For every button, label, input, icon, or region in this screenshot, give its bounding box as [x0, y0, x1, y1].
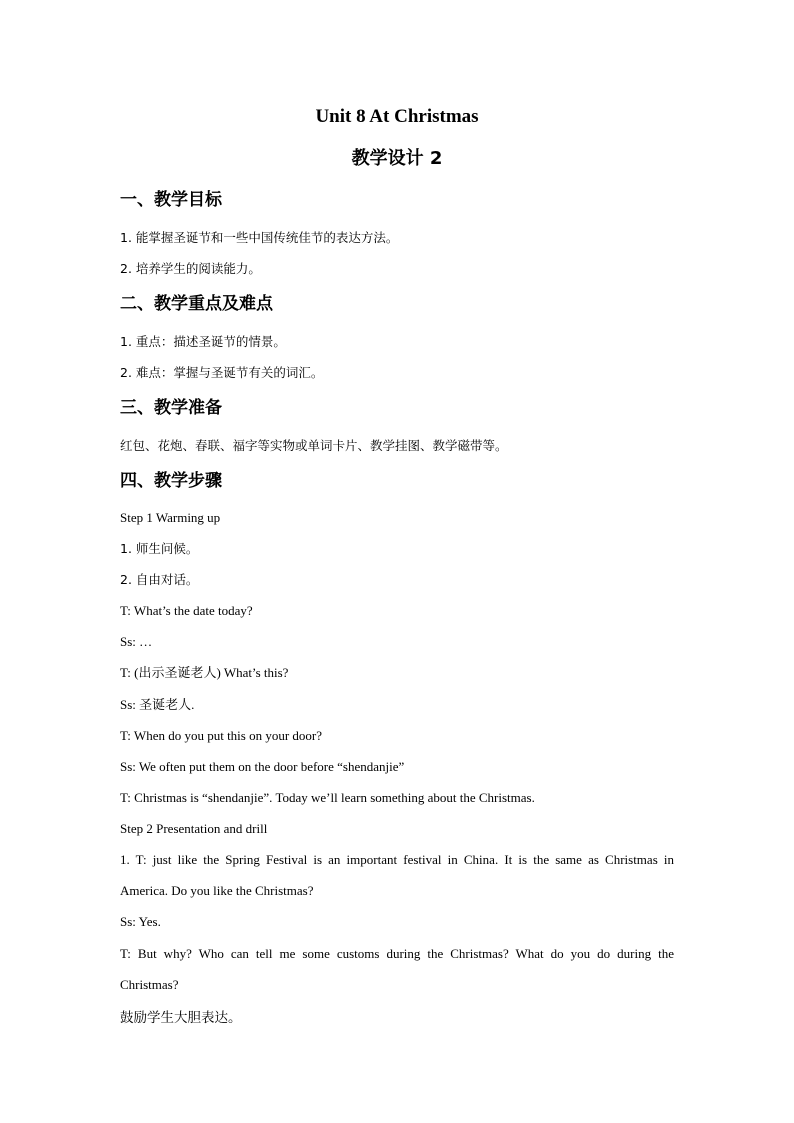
dialogue-line: Ss: … [120, 634, 153, 649]
dialogue-line: T: (出示圣诞老人) What’s this? [120, 665, 289, 680]
objective-item-2: 2. 培养学生的阅读能力。 [120, 261, 261, 276]
dialogue-line: America. Do you like the Christmas? [120, 883, 314, 898]
dialogue-line: 1. T: just like the Spring Festival is an important festival in China. It is the same as Christmas in [120, 852, 674, 867]
dialogue-line: T: But why? Who can tell me some customs during the Christmas? What do you do during the [120, 946, 674, 961]
objective-item-1: 1. 能掌握圣诞节和一些中国传统佳节的表达方法。 [120, 230, 399, 245]
dialogue-line: Ss: We often put them on the door before “shendanjie” [120, 759, 405, 774]
document-subtitle: 教学设计 2 [351, 148, 443, 169]
dialogue-line: T: Christmas is “shendanjie”. Today we’ll learn something about the Christmas. [120, 790, 535, 805]
section-heading-key-points: 二、教学重点及难点 [120, 294, 273, 314]
dialogue-line: Ss: Yes. [120, 914, 161, 929]
step-line: 2. 自由对话。 [120, 572, 199, 587]
preparation-text: 红包、花炮、春联、福字等实物或单词卡片、教学挂图、教学磁带等。 [120, 438, 508, 453]
dialogue-line: T: When do you put this on your door? [120, 728, 323, 743]
key-point-item-1: 1. 重点：描述圣诞节的情景。 [120, 334, 286, 349]
section-heading-preparation: 三、教学准备 [120, 398, 222, 418]
section-heading-objectives: 一、教学目标 [120, 190, 222, 210]
key-point-item-2: 2. 难点：掌握与圣诞节有关的词汇。 [120, 365, 324, 380]
document-title: Unit 8 At Christmas [315, 106, 479, 127]
step-2-heading: Step 2 Presentation and drill [120, 821, 268, 836]
step-1-heading: Step 1 Warming up [120, 510, 221, 525]
step-line: 1. 师生问候。 [120, 541, 199, 556]
dialogue-line: T: What’s the date today? [120, 603, 253, 618]
section-heading-steps: 四、教学步骤 [120, 471, 222, 491]
instruction-line: 鼓励学生大胆表达。 [120, 1010, 242, 1026]
dialogue-line: Ss: 圣诞老人. [120, 697, 195, 712]
dialogue-line: Christmas? [120, 977, 179, 992]
